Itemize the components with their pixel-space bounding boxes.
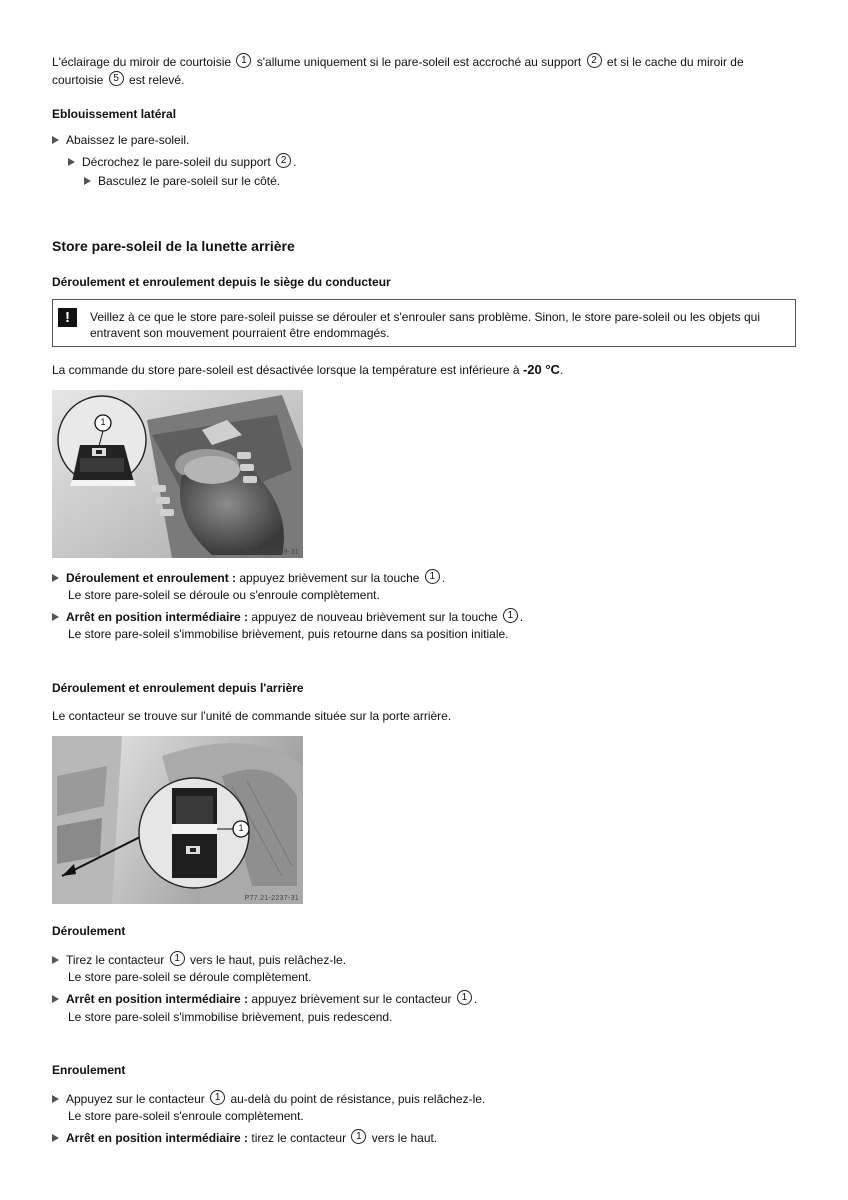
temperature-note xyxy=(52,362,563,378)
item-detail: Le store pare-soleil s'immobilise brièvement, puis retourne dans sa position initiale. xyxy=(68,627,509,641)
item-bold: Arrêt en position intermédiaire : xyxy=(66,992,249,1006)
callout-number: 1 xyxy=(210,1090,225,1105)
item-text: appuyez brièvement sur le contacteur xyxy=(251,992,452,1006)
door-photo xyxy=(52,736,303,904)
callout-number: 2 xyxy=(276,153,291,168)
intro-text: est relevé. xyxy=(129,73,185,87)
temperature-value: -20 °C xyxy=(522,362,560,377)
item-text: appuyez de nouveau brièvement sur la touche xyxy=(251,610,498,624)
item-detail: Le store pare-soleil se déroule ou s'enroule complètement. xyxy=(68,588,380,602)
item-text: Abaissez le pare-soleil. xyxy=(66,133,190,147)
list-item xyxy=(52,1090,485,1107)
section-heading: Eblouissement latéral xyxy=(52,107,177,121)
item-detail: Le store pare-soleil s'immobilise brièvement, puis redescend. xyxy=(68,1010,393,1024)
list-item xyxy=(52,132,189,148)
item-text: Basculez le pare-soleil sur le côté. xyxy=(98,174,281,188)
intro-text: s'allume uniquement si le pare-soleil est accroché au support xyxy=(256,55,582,69)
list-item xyxy=(68,153,296,170)
bullet-arrow-icon xyxy=(52,1095,59,1103)
item-bold: Arrêt en position intermédiaire : xyxy=(66,610,249,624)
section-heading: Enroulement xyxy=(52,1063,126,1077)
intro-text: courtoisie xyxy=(52,73,104,87)
item-text: Appuyez sur le contacteur xyxy=(66,1092,205,1106)
section-heading: Déroulement et enroulement depuis l'arrière xyxy=(52,681,304,695)
figure-code: P77.21-2237-31 xyxy=(244,895,299,902)
item-text: au-delà du point de résistance, puis relâchez-le. xyxy=(230,1092,486,1106)
list-item xyxy=(84,173,280,189)
section-heading: Déroulement et enroulement depuis le siège du conducteur xyxy=(52,275,391,289)
list-item xyxy=(52,951,346,968)
list-item: Arrêt en position intermédiaire : appuyez de nouveau brièvement sur la touche 1 . xyxy=(52,608,523,625)
bullet-arrow-icon xyxy=(52,956,59,964)
warning-box xyxy=(52,299,796,347)
item-detail: Le store pare-soleil se déroule complètement. xyxy=(68,970,312,984)
bullet-arrow-icon xyxy=(52,613,59,621)
item-detail: Le store pare-soleil s'enroule complètement. xyxy=(68,1109,304,1123)
note-text: La commande du store pare-soleil est désactivée lorsque la température est inférieure à xyxy=(52,363,520,377)
item-text: vers le haut, puis relâchez-le. xyxy=(189,953,347,967)
bullet-arrow-icon xyxy=(84,177,91,185)
bullet-arrow-icon xyxy=(68,158,75,166)
callout-number: 1 xyxy=(351,1129,366,1144)
item-text: appuyez brièvement sur la touche xyxy=(239,571,420,585)
bullet-arrow-icon xyxy=(52,995,59,1003)
item-text: Tirez le contacteur xyxy=(66,953,165,967)
item-text: Décrochez le pare-soleil du support xyxy=(82,155,271,169)
door-illustration xyxy=(52,736,303,904)
callout-number: 1 xyxy=(457,990,472,1005)
bullet-arrow-icon xyxy=(52,1134,59,1142)
item-text: vers le haut. xyxy=(371,1131,438,1145)
bullet-arrow-icon xyxy=(52,136,59,144)
callout-number: 5 xyxy=(109,71,124,86)
warning-icon: ! xyxy=(58,308,77,327)
item-text: tirez le contacteur xyxy=(251,1131,347,1145)
bullet-arrow-icon xyxy=(52,574,59,582)
section-heading: Déroulement xyxy=(52,924,126,938)
intro-text: L'éclairage du miroir de courtoisie xyxy=(52,55,232,69)
figure-code: P54.25-7689-31 xyxy=(244,549,299,556)
list-item: Arrêt en position intermédiaire : appuyez brièvement sur le contacteur 1 . xyxy=(52,990,477,1007)
note-text: . xyxy=(559,363,564,377)
paragraph: Le contacteur se trouve sur l'unité de commande située sur la porte arrière. xyxy=(52,709,452,723)
callout-number: 1 xyxy=(425,569,440,584)
callout-number: 1 xyxy=(170,951,185,966)
list-item: Déroulement et enroulement : appuyez brièvement sur la touche 1 . xyxy=(52,569,445,586)
section-title: Store pare-soleil de la lunette arrière xyxy=(52,238,295,254)
warning-text: Veillez à ce que le store pare-soleil puisse se dérouler et s'enrouler sans problème. Sinon, le store pare-soleil ou les objets qui entravent son mouvement pourraient être endommagés. xyxy=(90,310,760,340)
callout-number: 1 xyxy=(503,608,518,623)
item-bold: Déroulement et enroulement : xyxy=(66,571,237,585)
callout-number: 1 xyxy=(236,53,251,68)
intro-line-1 xyxy=(52,53,744,70)
callout-number: 2 xyxy=(587,53,602,68)
list-item xyxy=(52,1129,437,1146)
intro-text: et si le cache du miroir de xyxy=(606,55,744,69)
item-bold: Arrêt en position intermédiaire : xyxy=(66,1131,249,1145)
console-illustration xyxy=(52,390,303,558)
photo-callout-number: 1 xyxy=(100,417,106,427)
item-text: . xyxy=(293,155,297,169)
console-photo xyxy=(52,390,303,558)
photo-callout-number: 1 xyxy=(238,823,244,833)
intro-line-2 xyxy=(52,71,184,88)
